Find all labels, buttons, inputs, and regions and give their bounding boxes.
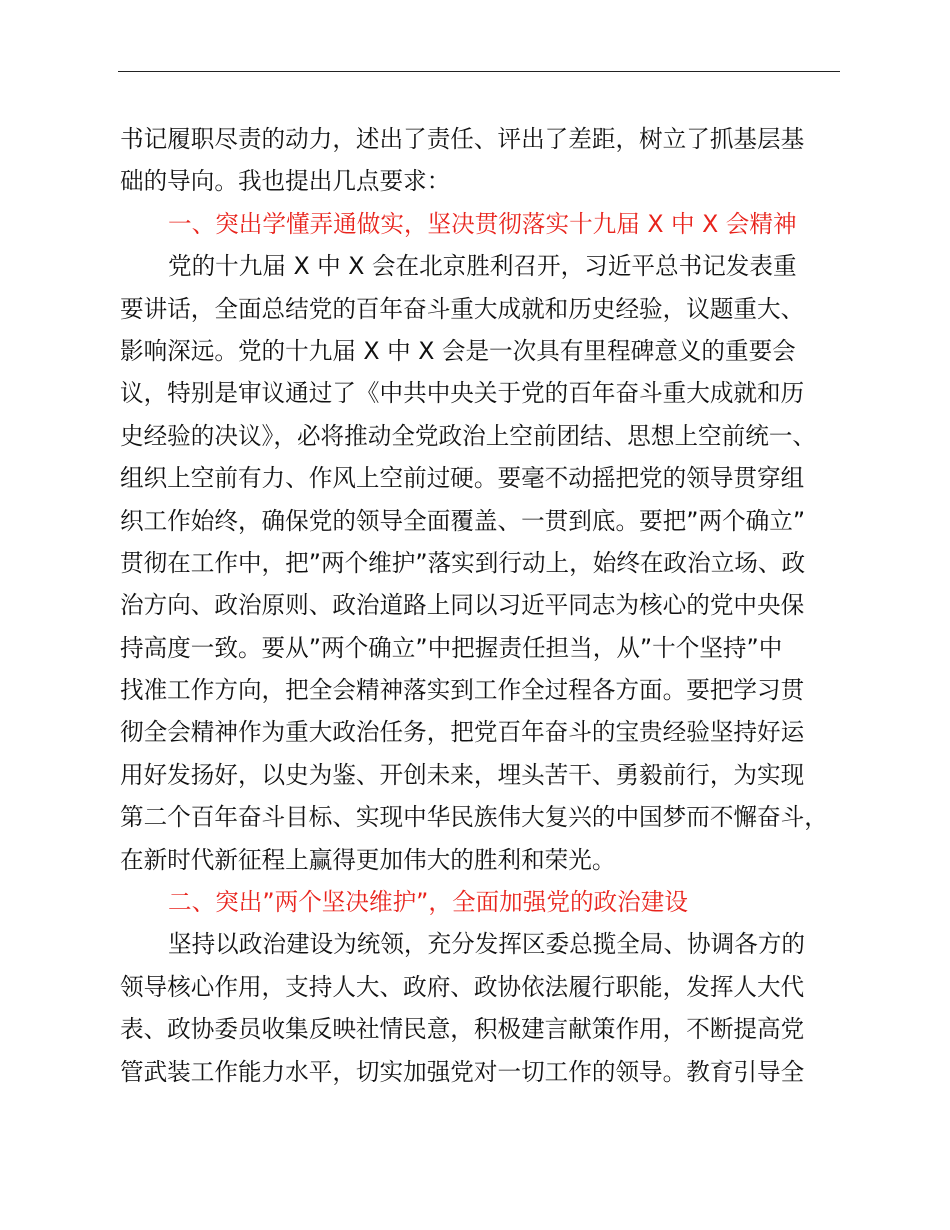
paragraph-line: 第二个百年奋斗目标、实现中华民族伟大复兴的中国梦而不懈奋斗， [120, 803, 828, 832]
paragraph-line: 表、政协委员收集反映社情民意，积极建言献策作用，不断提高党 [120, 1015, 805, 1044]
paragraph-line: 在新时代新征程上赢得更加伟大的胜利和荣光。 [120, 845, 616, 874]
paragraph-line: 管武装工作能力水平，切实加强党对一切工作的领导。教育引导全 [120, 1057, 805, 1086]
paragraph-line: 找准工作方向，把全会精神落实到工作全过程各方面。要把学习贯 [120, 676, 805, 705]
paragraph-line: 党的十九届 X 中 X 会在北京胜利召开，习近平总书记发表重 [168, 252, 797, 281]
paragraph-line: 用好发扬好，以史为鉴、开创未来，埋头苦干、勇毅前行，为实现 [120, 760, 805, 789]
paragraph-line: 坚持以政治建设为统领，充分发挥区委总揽全局、协调各方的 [168, 930, 806, 959]
paragraph-line: 组织上空前有力、作风上空前过硬。要毫不动摇把党的领导贯穿组 [120, 464, 805, 493]
paragraph-line: 彻全会精神作为重大政治任务，把党百年奋斗的宝贵经验坚持好运 [120, 718, 805, 747]
paragraph-line: 要讲话，全面总结党的百年奋斗重大成就和历史经验，议题重大、 [120, 294, 805, 323]
section-heading-2: 二、突出”两个坚决维护”，全面加强党的政治建设 [168, 888, 688, 917]
paragraph-line: 领导核心作用，支持人大、政府、政协依法履行职能，发挥人大代 [120, 972, 805, 1001]
paragraph-line: 织工作始终，确保党的领导全面覆盖、一贯到底。要把”两个确立” [120, 506, 806, 535]
paragraph-line: 书记履职尽责的动力，述出了责任、评出了差距，树立了抓基层基 [120, 125, 805, 153]
paragraph-line: 持高度一致。要从”两个确立”中把握责任担当，从”十个坚持”中 [120, 633, 783, 662]
paragraph-line: 议，特别是审议通过了《中共中央关于党的百年奋斗重大成就和历 [120, 379, 805, 408]
paragraph-line: 治方向、政治原则、政治道路上同以习近平同志为核心的党中央保 [120, 591, 805, 620]
paragraph-line: 贯彻在工作中，把”两个维护”落实到行动上，始终在政治立场、政 [120, 548, 806, 577]
paragraph-line: 影响深远。党的十九届 X 中 X 会是一次具有里程碑意义的重要会 [120, 336, 796, 365]
paragraph-line: 础的导向。我也提出几点要求： [120, 167, 451, 196]
header-rule [118, 71, 840, 72]
section-heading-1: 一、突出学懂弄通做实，坚决贯彻落实十九届 X 中 X 会精神 [168, 209, 797, 238]
document-body [120, 118, 840, 1093]
paragraph-line: 史经验的决议》，必将推动全党政治上空前团结、思想上空前统一、 [120, 421, 817, 450]
